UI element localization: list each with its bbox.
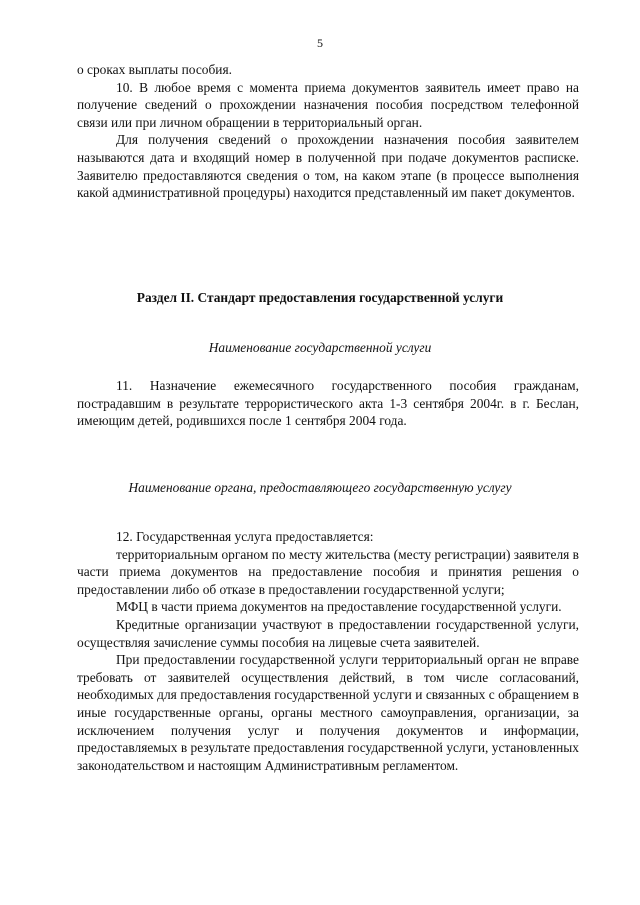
- intro-text-block: [77, 61, 579, 202]
- paragraph-12: 12. Государственная услуга предоставляется:: [116, 529, 374, 544]
- paragraph-restrictions: При предоставлении государственной услуги территориальный орган не вправе требовать от заявителей осуществления действий, в том числе согласований, необходимых для предоставления государственной услуги и связанных с обращением в иные государственные органы, органы местного самоуправления, организации, за исключением получения услуг и получения документов и информации, предоставляемых в результате предоставления государственной услуги, установленных законодательством и настоящим Административным регламентом.: [77, 652, 579, 773]
- subheading-providing-body: Наименование органа, предоставляющего государственную услугу: [128, 480, 512, 495]
- paragraph-mfc: МФЦ в части приема документов на предоставление государственной услуги.: [116, 599, 562, 615]
- providing-body-block: [77, 528, 579, 774]
- paragraph-10: 10. В любое время с момента приема документов заявитель имеет право на получение сведений о прохождении назначения пособия посредством телефонной связи или при личном обращении в территориальный орган.: [77, 79, 579, 130]
- page-number: 5: [317, 36, 323, 50]
- paragraph-info-request: Для получения сведений о прохождении назначения пособия заявителем называются дата и входящий номер в полученной при подаче документов расписке. Заявителю предоставляются сведения о том, на каком этапе (в процессе выполнения какой административной процедуры) находится представленный им пакет документов.: [77, 132, 579, 201]
- paragraph-11: 11. Назначение ежемесячного государственного пособия гражданам, пострадавшим в результате террористического акта 1-3 сентября 2004г. в г. Беслан, имеющим детей, родившихся после 1 сентября 2004 года.: [77, 378, 579, 429]
- section-heading: Раздел II. Стандарт предоставления государственной услуги: [136, 290, 504, 305]
- subheading-service-name: Наименование государственной услуги: [208, 340, 432, 355]
- paragraph-payment-terms: о сроках выплаты пособия.: [77, 62, 232, 77]
- paragraph-credit-organizations: Кредитные организации участвуют в предоставлении государственной услуги, осуществляя зачисление суммы пособия на лицевые счета заявителей.: [77, 616, 579, 650]
- service-name-block: [77, 377, 579, 430]
- paragraph-territorial-body: территориальным органом по месту жительства (месту регистрации) заявителя в части приема документов на предоставление пособия и принятия решения о предоставлении либо об отказе в предоставлении государственной услуги;: [77, 546, 579, 597]
